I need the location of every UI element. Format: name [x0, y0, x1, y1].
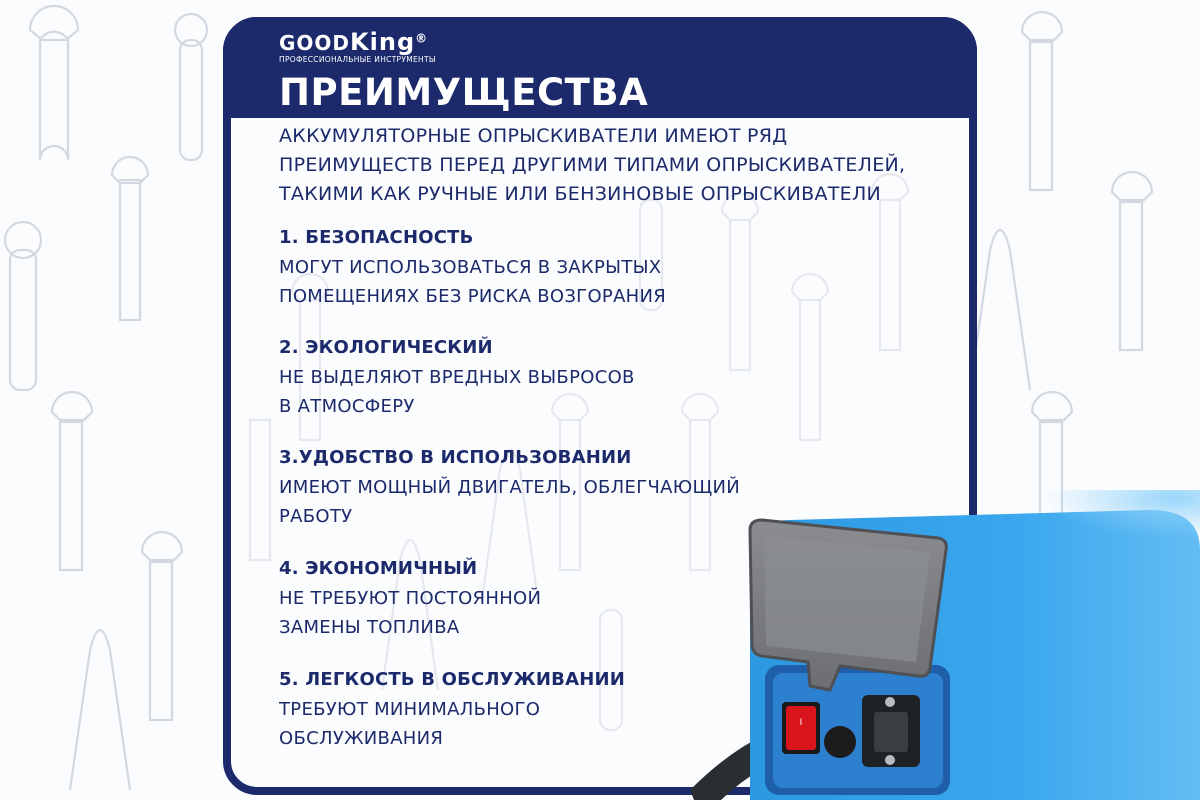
wrench-icon [52, 392, 92, 570]
advantage-text-line: В АТМОСФЕРУ [279, 396, 415, 417]
control-knob[interactable] [824, 726, 856, 758]
brand-name-part2: King [350, 28, 416, 56]
advantage-text-line: ТРЕБУЮТ МИНИМАЛЬНОГО [279, 699, 541, 720]
advantage-text-line: ИМЕЮТ МОЩНЫЙ ДВИГАТЕЛЬ, ОБЛЕГЧАЮЩИЙ [279, 477, 740, 498]
intro-text [279, 122, 929, 209]
wrench-icon [142, 532, 182, 720]
brand-name [279, 28, 436, 56]
intro-line: АККУМУЛЯТОРНЫЕ ОПРЫСКИВАТЕЛИ ИМЕЮТ РЯД [279, 125, 788, 147]
switch-label: I [799, 718, 803, 728]
advantage-title: 1. БЕЗОПАСНОСТЬ [279, 227, 474, 248]
advantage-text-line: ПОМЕЩЕНИЯХ БЕЗ РИСКА ВОЗГОРАНИЯ [279, 286, 667, 307]
intro-line: ТАКИМИ КАК РУЧНЫЕ ИЛИ БЕНЗИНОВЫЕ ОПРЫСКИВАТЕЛИ [279, 183, 882, 205]
ratchet-icon [5, 222, 41, 390]
advantage-title: 5. ЛЕГКОСТЬ В ОБСЛУЖИВАНИИ [279, 669, 626, 690]
advantage-item [279, 335, 899, 421]
pliers-icon [70, 630, 130, 790]
advantage-title: 2. ЭКОЛОГИЧЕСКИЙ [279, 337, 493, 358]
wrench-icon [1112, 172, 1152, 350]
advantage-text-line: НЕ ТРЕБУЮТ ПОСТОЯННОЙ [279, 588, 542, 609]
content-area [279, 122, 929, 749]
wrench-icon [112, 157, 148, 320]
charging-port [862, 695, 920, 767]
advantage-text-line: ЗАМЕНЫ ТОПЛИВА [279, 617, 460, 638]
pliers-icon [970, 230, 1030, 390]
sprayer-device-image [690, 490, 1200, 800]
wrench-icon [30, 6, 78, 160]
advantage-text-line: МОГУТ ИСПОЛЬЗОВАТЬСЯ В ЗАКРЫТЫХ [279, 257, 662, 278]
advantage-text-line: ОБСЛУЖИВАНИЯ [279, 728, 444, 749]
brand-tagline: ПРОФЕССИОНАЛЬНЫЕ ИНСТРУМЕНТЫ [279, 55, 436, 64]
brand-logo [279, 28, 436, 64]
page-title: ПРЕИМУЩЕСТВА [279, 71, 649, 114]
advantage-text-line: РАБОТУ [279, 506, 353, 527]
registered-mark: ® [415, 31, 429, 46]
brand-name-part1: GOOD [279, 31, 351, 55]
advantage-item [279, 225, 899, 311]
intro-line: ПРЕИМУЩЕСТВ ПЕРЕД ДРУГИМИ ТИПАМИ ОПРЫСКИВАТЕЛЕЙ, [279, 154, 906, 176]
advantage-title: 3.УДОБСТВО В ИСПОЛЬЗОВАНИИ [279, 447, 632, 468]
advantage-text-line: НЕ ВЫДЕЛЯЮТ ВРЕДНЫХ ВЫБРОСОВ [279, 367, 635, 388]
wrench-icon [1022, 12, 1062, 190]
ratchet-icon [175, 14, 207, 160]
power-switch[interactable] [782, 702, 820, 754]
advantage-title: 4. ЭКОНОМИЧНЫЙ [279, 558, 478, 579]
